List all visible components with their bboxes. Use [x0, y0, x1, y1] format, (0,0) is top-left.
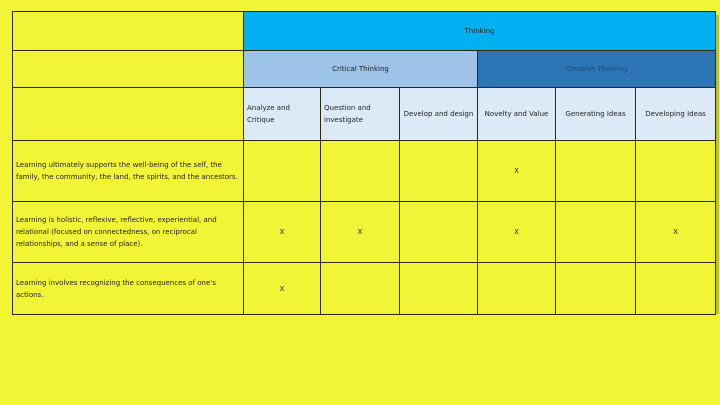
row-label: Learning ultimately supports the well-being of the self, the family, the community, the land, the spirits, and the ancestors.: [13, 141, 244, 202]
header-row-thinking: [13, 12, 716, 51]
table-row: [13, 202, 716, 263]
table-row: [13, 141, 716, 202]
mark-cell: X: [244, 202, 321, 263]
thinking-matrix-table: [12, 11, 716, 315]
mark-cell: [244, 141, 321, 202]
mark-cell: [636, 263, 716, 315]
mark-cell: X: [636, 202, 716, 263]
mark-cell: X: [478, 141, 556, 202]
mark-cell: [400, 202, 478, 263]
header-row-categories: [13, 51, 716, 88]
mark-cell: [556, 202, 636, 263]
mark-cell: [556, 263, 636, 315]
skill-header: Novelty and Value: [478, 88, 556, 141]
corner-cell: [13, 88, 244, 141]
mark-cell: [321, 263, 400, 315]
mark-cell: X: [478, 202, 556, 263]
skill-header: Develop and design: [400, 88, 478, 141]
creative-thinking-header: Creative Thinking: [478, 51, 716, 88]
row-label: Learning is holistic, reflexive, reflective, experiential, and relational (focused on connectedness, on reciprocal relationships, and a sense of place).: [13, 202, 244, 263]
mark-cell: X: [321, 202, 400, 263]
skill-header: Developing Ideas: [636, 88, 716, 141]
mark-cell: [478, 263, 556, 315]
header-row-skills: [13, 88, 716, 141]
mark-cell: [636, 141, 716, 202]
thinking-header: Thinking: [244, 12, 716, 51]
skill-header: Analyze and Critique: [244, 88, 321, 141]
corner-cell: [13, 12, 244, 51]
mark-cell: [321, 141, 400, 202]
mark-cell: [556, 141, 636, 202]
critical-thinking-header: Critical Thinking: [244, 51, 478, 88]
corner-cell: [13, 51, 244, 88]
mark-cell: [400, 141, 478, 202]
mark-cell: X: [244, 263, 321, 315]
mark-cell: [400, 263, 478, 315]
skill-header: Generating Ideas: [556, 88, 636, 141]
table-row: [13, 263, 716, 315]
skill-header: Question and investigate: [321, 88, 400, 141]
row-label: Learning involves recognizing the consequences of one's actions.: [13, 263, 244, 315]
